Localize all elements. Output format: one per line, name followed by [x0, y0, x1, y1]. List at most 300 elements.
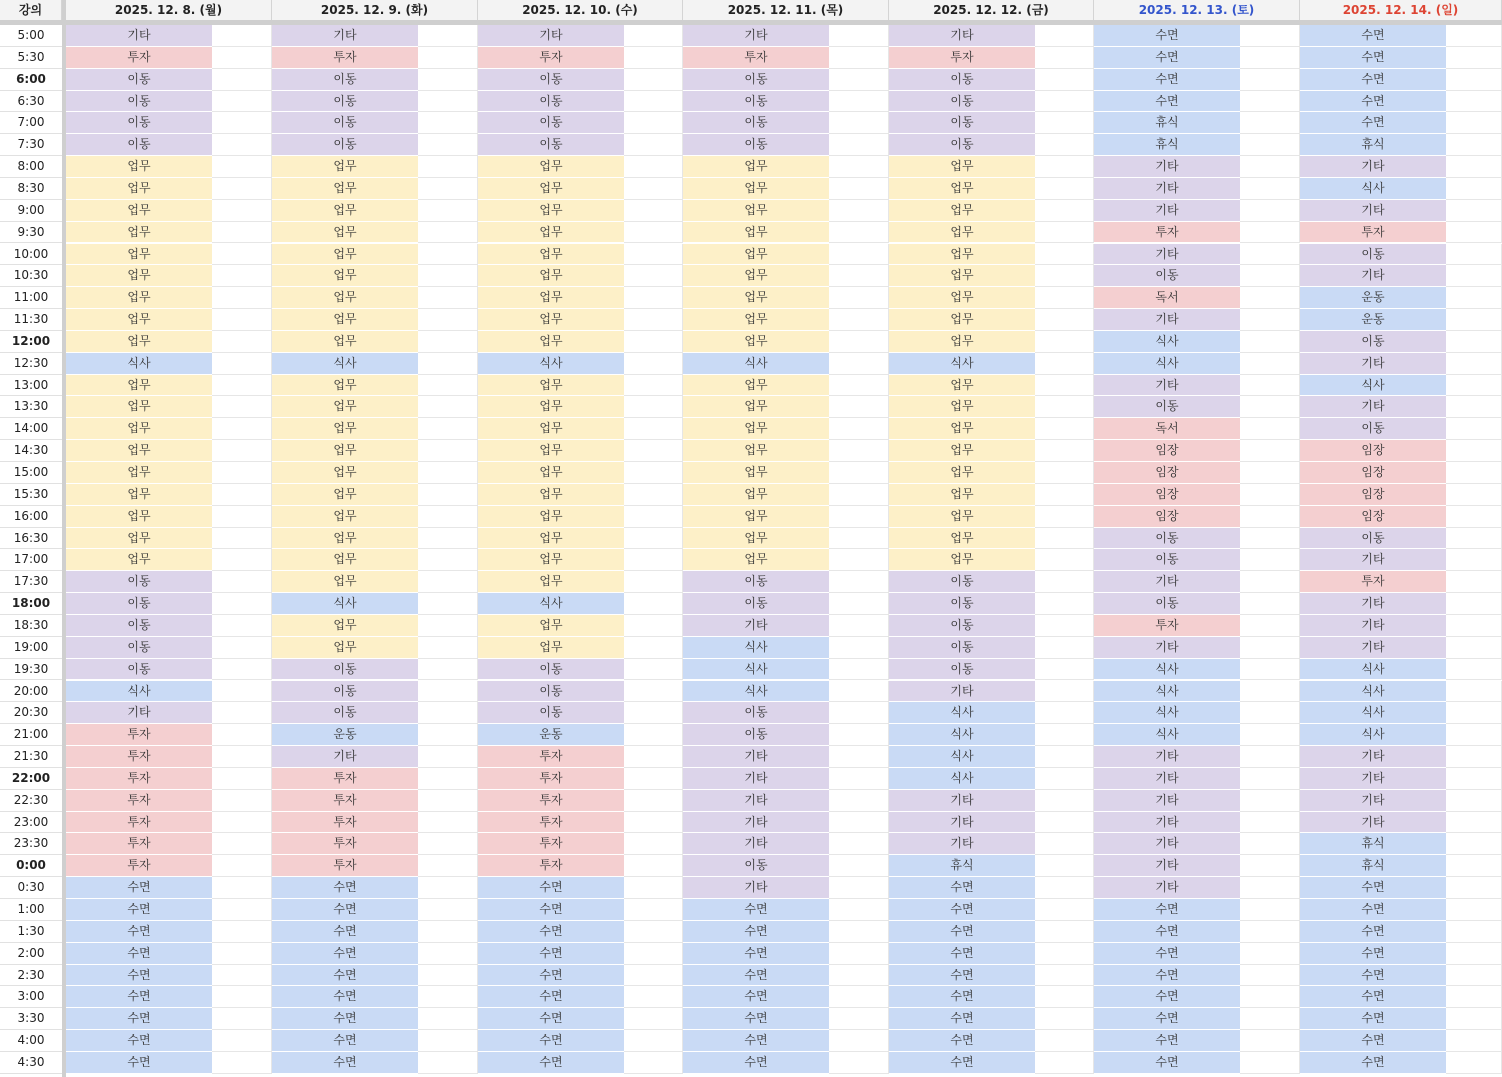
- empty-cell[interactable]: [829, 746, 889, 768]
- empty-cell[interactable]: [212, 353, 272, 375]
- schedule-cell-sat[interactable]: 수면: [1094, 69, 1240, 91]
- empty-cell[interactable]: [624, 681, 683, 703]
- schedule-cell-fri[interactable]: 이동: [889, 69, 1035, 91]
- corner-header[interactable]: 강의: [0, 0, 62, 20]
- empty-cell[interactable]: [1035, 571, 1094, 593]
- schedule-cell-wed[interactable]: 이동: [478, 112, 624, 134]
- empty-cell[interactable]: [1446, 659, 1502, 681]
- schedule-cell-fri[interactable]: 업무: [889, 506, 1035, 528]
- empty-cell[interactable]: [1240, 921, 1300, 943]
- time-label[interactable]: 22:00: [0, 768, 62, 790]
- schedule-cell-fri[interactable]: 업무: [889, 244, 1035, 266]
- time-label[interactable]: 10:00: [0, 244, 62, 266]
- time-label[interactable]: 4:00: [0, 1030, 62, 1052]
- schedule-cell-tue[interactable]: 수면: [272, 899, 418, 921]
- schedule-cell-sat[interactable]: 임장: [1094, 506, 1240, 528]
- schedule-cell-sun[interactable]: 수면: [1300, 1008, 1446, 1030]
- empty-cell[interactable]: [1446, 25, 1502, 47]
- empty-cell[interactable]: [624, 724, 683, 746]
- empty-cell[interactable]: [212, 746, 272, 768]
- schedule-cell-wed[interactable]: 업무: [478, 484, 624, 506]
- empty-cell[interactable]: [418, 506, 478, 528]
- schedule-cell-sun[interactable]: 기타: [1300, 593, 1446, 615]
- schedule-cell-sun[interactable]: 기타: [1300, 156, 1446, 178]
- empty-cell[interactable]: [1446, 593, 1502, 615]
- schedule-cell-sun[interactable]: 기타: [1300, 265, 1446, 287]
- schedule-cell-sun[interactable]: 수면: [1300, 943, 1446, 965]
- schedule-cell-tue[interactable]: 투자: [272, 812, 418, 834]
- schedule-cell-tue[interactable]: 업무: [272, 244, 418, 266]
- empty-cell[interactable]: [1446, 396, 1502, 418]
- empty-cell[interactable]: [624, 702, 683, 724]
- schedule-cell-wed[interactable]: 업무: [478, 571, 624, 593]
- schedule-cell-tue[interactable]: 이동: [272, 91, 418, 113]
- schedule-cell-tue[interactable]: 업무: [272, 418, 418, 440]
- schedule-cell-thu[interactable]: 기타: [683, 812, 829, 834]
- empty-cell[interactable]: [212, 156, 272, 178]
- empty-cell[interactable]: [1240, 375, 1300, 397]
- schedule-cell-sat[interactable]: 식사: [1094, 353, 1240, 375]
- empty-cell[interactable]: [418, 812, 478, 834]
- empty-cell[interactable]: [829, 943, 889, 965]
- day-header-sun[interactable]: 2025. 12. 14. (일): [1300, 0, 1502, 20]
- schedule-cell-thu[interactable]: 수면: [683, 1030, 829, 1052]
- empty-cell[interactable]: [1035, 746, 1094, 768]
- empty-cell[interactable]: [212, 309, 272, 331]
- schedule-cell-tue[interactable]: 이동: [272, 702, 418, 724]
- schedule-cell-tue[interactable]: 투자: [272, 768, 418, 790]
- empty-cell[interactable]: [829, 178, 889, 200]
- empty-cell[interactable]: [624, 178, 683, 200]
- time-label[interactable]: 19:00: [0, 637, 62, 659]
- empty-cell[interactable]: [212, 440, 272, 462]
- time-label[interactable]: 23:30: [0, 833, 62, 855]
- schedule-cell-mon[interactable]: 투자: [66, 768, 212, 790]
- schedule-cell-tue[interactable]: 투자: [272, 47, 418, 69]
- empty-cell[interactable]: [418, 244, 478, 266]
- empty-cell[interactable]: [1446, 986, 1502, 1008]
- empty-cell[interactable]: [829, 986, 889, 1008]
- empty-cell[interactable]: [212, 331, 272, 353]
- schedule-cell-mon[interactable]: 투자: [66, 746, 212, 768]
- empty-cell[interactable]: [212, 790, 272, 812]
- time-label[interactable]: 7:00: [0, 112, 62, 134]
- empty-cell[interactable]: [1240, 69, 1300, 91]
- schedule-cell-wed[interactable]: 수면: [478, 877, 624, 899]
- schedule-cell-tue[interactable]: 업무: [272, 222, 418, 244]
- empty-cell[interactable]: [212, 571, 272, 593]
- empty-cell[interactable]: [1446, 353, 1502, 375]
- time-label[interactable]: 14:30: [0, 440, 62, 462]
- time-label[interactable]: 2:00: [0, 943, 62, 965]
- empty-cell[interactable]: [1035, 549, 1094, 571]
- empty-cell[interactable]: [418, 418, 478, 440]
- schedule-cell-tue[interactable]: 기타: [272, 25, 418, 47]
- schedule-cell-mon[interactable]: 수면: [66, 1008, 212, 1030]
- time-label[interactable]: 18:00: [0, 593, 62, 615]
- empty-cell[interactable]: [829, 528, 889, 550]
- schedule-cell-thu[interactable]: 이동: [683, 112, 829, 134]
- empty-cell[interactable]: [829, 855, 889, 877]
- schedule-cell-wed[interactable]: 수면: [478, 943, 624, 965]
- empty-cell[interactable]: [829, 222, 889, 244]
- time-label[interactable]: 23:00: [0, 812, 62, 834]
- empty-cell[interactable]: [418, 768, 478, 790]
- empty-cell[interactable]: [1035, 440, 1094, 462]
- empty-cell[interactable]: [418, 222, 478, 244]
- schedule-cell-wed[interactable]: 업무: [478, 528, 624, 550]
- empty-cell[interactable]: [418, 528, 478, 550]
- schedule-cell-fri[interactable]: 수면: [889, 986, 1035, 1008]
- schedule-cell-fri[interactable]: 기타: [889, 833, 1035, 855]
- empty-cell[interactable]: [829, 921, 889, 943]
- schedule-cell-mon[interactable]: 이동: [66, 112, 212, 134]
- empty-cell[interactable]: [418, 833, 478, 855]
- schedule-cell-wed[interactable]: 업무: [478, 331, 624, 353]
- schedule-cell-fri[interactable]: 업무: [889, 375, 1035, 397]
- empty-cell[interactable]: [418, 265, 478, 287]
- empty-cell[interactable]: [624, 833, 683, 855]
- empty-cell[interactable]: [624, 91, 683, 113]
- schedule-cell-tue[interactable]: 업무: [272, 462, 418, 484]
- empty-cell[interactable]: [829, 418, 889, 440]
- schedule-cell-mon[interactable]: 기타: [66, 702, 212, 724]
- empty-cell[interactable]: [212, 1030, 272, 1052]
- empty-cell[interactable]: [829, 615, 889, 637]
- schedule-cell-mon[interactable]: 업무: [66, 331, 212, 353]
- time-label[interactable]: 20:00: [0, 681, 62, 703]
- schedule-cell-sat[interactable]: 이동: [1094, 396, 1240, 418]
- empty-cell[interactable]: [1240, 681, 1300, 703]
- schedule-cell-sun[interactable]: 운동: [1300, 309, 1446, 331]
- empty-cell[interactable]: [212, 396, 272, 418]
- empty-cell[interactable]: [829, 899, 889, 921]
- schedule-cell-mon[interactable]: 이동: [66, 637, 212, 659]
- schedule-cell-wed[interactable]: 업무: [478, 156, 624, 178]
- schedule-cell-sat[interactable]: 임장: [1094, 462, 1240, 484]
- schedule-cell-fri[interactable]: 업무: [889, 549, 1035, 571]
- schedule-cell-wed[interactable]: 업무: [478, 637, 624, 659]
- empty-cell[interactable]: [1240, 1052, 1300, 1074]
- empty-cell[interactable]: [1240, 331, 1300, 353]
- empty-cell[interactable]: [624, 790, 683, 812]
- empty-cell[interactable]: [1035, 615, 1094, 637]
- schedule-cell-sun[interactable]: 식사: [1300, 178, 1446, 200]
- schedule-cell-thu[interactable]: 이동: [683, 91, 829, 113]
- schedule-cell-wed[interactable]: 수면: [478, 986, 624, 1008]
- empty-cell[interactable]: [418, 287, 478, 309]
- schedule-cell-sat[interactable]: 휴식: [1094, 112, 1240, 134]
- time-label[interactable]: 19:30: [0, 659, 62, 681]
- empty-cell[interactable]: [1035, 200, 1094, 222]
- schedule-cell-thu[interactable]: 기타: [683, 833, 829, 855]
- empty-cell[interactable]: [829, 637, 889, 659]
- schedule-cell-thu[interactable]: 업무: [683, 178, 829, 200]
- empty-cell[interactable]: [418, 396, 478, 418]
- empty-cell[interactable]: [418, 877, 478, 899]
- schedule-cell-mon[interactable]: 업무: [66, 528, 212, 550]
- schedule-cell-sun[interactable]: 이동: [1300, 418, 1446, 440]
- empty-cell[interactable]: [624, 156, 683, 178]
- schedule-cell-sat[interactable]: 수면: [1094, 986, 1240, 1008]
- schedule-cell-thu[interactable]: 기타: [683, 25, 829, 47]
- schedule-cell-fri[interactable]: 업무: [889, 484, 1035, 506]
- schedule-cell-sat[interactable]: 독서: [1094, 287, 1240, 309]
- empty-cell[interactable]: [418, 112, 478, 134]
- schedule-cell-tue[interactable]: 업무: [272, 571, 418, 593]
- empty-cell[interactable]: [418, 462, 478, 484]
- schedule-cell-sun[interactable]: 기타: [1300, 812, 1446, 834]
- schedule-cell-wed[interactable]: 이동: [478, 702, 624, 724]
- empty-cell[interactable]: [1446, 681, 1502, 703]
- schedule-cell-fri[interactable]: 업무: [889, 265, 1035, 287]
- empty-cell[interactable]: [1446, 178, 1502, 200]
- time-label[interactable]: 11:30: [0, 309, 62, 331]
- schedule-cell-sun[interactable]: 기타: [1300, 396, 1446, 418]
- empty-cell[interactable]: [1446, 134, 1502, 156]
- empty-cell[interactable]: [624, 353, 683, 375]
- empty-cell[interactable]: [829, 396, 889, 418]
- time-label[interactable]: 14:00: [0, 418, 62, 440]
- empty-cell[interactable]: [1035, 1030, 1094, 1052]
- schedule-cell-tue[interactable]: 업무: [272, 615, 418, 637]
- empty-cell[interactable]: [212, 47, 272, 69]
- schedule-cell-sun[interactable]: 수면: [1300, 899, 1446, 921]
- schedule-cell-sun[interactable]: 운동: [1300, 287, 1446, 309]
- empty-cell[interactable]: [1446, 833, 1502, 855]
- empty-cell[interactable]: [418, 746, 478, 768]
- empty-cell[interactable]: [1240, 768, 1300, 790]
- empty-cell[interactable]: [1446, 287, 1502, 309]
- schedule-cell-tue[interactable]: 업무: [272, 549, 418, 571]
- empty-cell[interactable]: [624, 309, 683, 331]
- schedule-cell-tue[interactable]: 투자: [272, 855, 418, 877]
- schedule-cell-fri[interactable]: 업무: [889, 396, 1035, 418]
- empty-cell[interactable]: [212, 462, 272, 484]
- empty-cell[interactable]: [829, 1008, 889, 1030]
- schedule-cell-fri[interactable]: 이동: [889, 659, 1035, 681]
- day-header-fri[interactable]: 2025. 12. 12. (금): [889, 0, 1094, 20]
- empty-cell[interactable]: [829, 375, 889, 397]
- empty-cell[interactable]: [1035, 134, 1094, 156]
- empty-cell[interactable]: [1035, 462, 1094, 484]
- schedule-cell-sat[interactable]: 수면: [1094, 25, 1240, 47]
- schedule-cell-wed[interactable]: 업무: [478, 200, 624, 222]
- empty-cell[interactable]: [1035, 375, 1094, 397]
- schedule-cell-sat[interactable]: 기타: [1094, 790, 1240, 812]
- empty-cell[interactable]: [624, 986, 683, 1008]
- schedule-cell-mon[interactable]: 이동: [66, 615, 212, 637]
- empty-cell[interactable]: [624, 659, 683, 681]
- schedule-cell-mon[interactable]: 수면: [66, 899, 212, 921]
- empty-cell[interactable]: [1240, 353, 1300, 375]
- schedule-cell-wed[interactable]: 업무: [478, 549, 624, 571]
- schedule-cell-mon[interactable]: 투자: [66, 724, 212, 746]
- empty-cell[interactable]: [418, 899, 478, 921]
- empty-cell[interactable]: [1035, 69, 1094, 91]
- empty-cell[interactable]: [829, 484, 889, 506]
- schedule-cell-wed[interactable]: 이동: [478, 134, 624, 156]
- empty-cell[interactable]: [829, 877, 889, 899]
- empty-cell[interactable]: [829, 331, 889, 353]
- schedule-cell-mon[interactable]: 수면: [66, 921, 212, 943]
- time-label[interactable]: 16:00: [0, 506, 62, 528]
- empty-cell[interactable]: [418, 331, 478, 353]
- schedule-cell-wed[interactable]: 이동: [478, 681, 624, 703]
- schedule-cell-thu[interactable]: 업무: [683, 331, 829, 353]
- empty-cell[interactable]: [1446, 855, 1502, 877]
- empty-cell[interactable]: [1035, 768, 1094, 790]
- schedule-cell-mon[interactable]: 업무: [66, 222, 212, 244]
- empty-cell[interactable]: [212, 593, 272, 615]
- schedule-cell-fri[interactable]: 기타: [889, 681, 1035, 703]
- schedule-cell-sat[interactable]: 기타: [1094, 833, 1240, 855]
- schedule-cell-tue[interactable]: 업무: [272, 637, 418, 659]
- empty-cell[interactable]: [1240, 178, 1300, 200]
- schedule-cell-mon[interactable]: 업무: [66, 178, 212, 200]
- schedule-cell-tue[interactable]: 업무: [272, 309, 418, 331]
- time-label[interactable]: 13:30: [0, 396, 62, 418]
- schedule-cell-fri[interactable]: 수면: [889, 1052, 1035, 1074]
- schedule-cell-tue[interactable]: 수면: [272, 943, 418, 965]
- schedule-cell-mon[interactable]: 기타: [66, 25, 212, 47]
- empty-cell[interactable]: [212, 1008, 272, 1030]
- schedule-cell-sun[interactable]: 기타: [1300, 353, 1446, 375]
- empty-cell[interactable]: [1446, 965, 1502, 987]
- schedule-cell-thu[interactable]: 기타: [683, 746, 829, 768]
- time-label[interactable]: 9:00: [0, 200, 62, 222]
- empty-cell[interactable]: [418, 484, 478, 506]
- schedule-cell-fri[interactable]: 이동: [889, 571, 1035, 593]
- empty-cell[interactable]: [1035, 222, 1094, 244]
- time-label[interactable]: 20:30: [0, 702, 62, 724]
- empty-cell[interactable]: [1035, 965, 1094, 987]
- empty-cell[interactable]: [1035, 331, 1094, 353]
- schedule-cell-sat[interactable]: 임장: [1094, 484, 1240, 506]
- schedule-cell-thu[interactable]: 이동: [683, 593, 829, 615]
- empty-cell[interactable]: [1446, 746, 1502, 768]
- schedule-cell-fri[interactable]: 업무: [889, 200, 1035, 222]
- empty-cell[interactable]: [624, 440, 683, 462]
- schedule-cell-tue[interactable]: 업무: [272, 375, 418, 397]
- empty-cell[interactable]: [1035, 986, 1094, 1008]
- empty-cell[interactable]: [1240, 637, 1300, 659]
- time-label[interactable]: 3:30: [0, 1008, 62, 1030]
- empty-cell[interactable]: [1446, 615, 1502, 637]
- empty-cell[interactable]: [212, 702, 272, 724]
- empty-cell[interactable]: [1240, 156, 1300, 178]
- schedule-cell-wed[interactable]: 업무: [478, 440, 624, 462]
- empty-cell[interactable]: [1035, 396, 1094, 418]
- empty-cell[interactable]: [624, 396, 683, 418]
- empty-cell[interactable]: [1035, 265, 1094, 287]
- empty-cell[interactable]: [829, 47, 889, 69]
- time-label[interactable]: 0:00: [0, 855, 62, 877]
- empty-cell[interactable]: [418, 134, 478, 156]
- empty-cell[interactable]: [1240, 47, 1300, 69]
- schedule-cell-sun[interactable]: 임장: [1300, 484, 1446, 506]
- schedule-cell-thu[interactable]: 수면: [683, 899, 829, 921]
- schedule-cell-mon[interactable]: 수면: [66, 877, 212, 899]
- schedule-cell-sat[interactable]: 식사: [1094, 724, 1240, 746]
- empty-cell[interactable]: [1240, 112, 1300, 134]
- schedule-cell-mon[interactable]: 이동: [66, 91, 212, 113]
- schedule-cell-wed[interactable]: 투자: [478, 768, 624, 790]
- schedule-cell-sat[interactable]: 이동: [1094, 265, 1240, 287]
- schedule-cell-sat[interactable]: 수면: [1094, 91, 1240, 113]
- schedule-cell-thu[interactable]: 업무: [683, 156, 829, 178]
- empty-cell[interactable]: [1240, 812, 1300, 834]
- schedule-cell-sun[interactable]: 수면: [1300, 1030, 1446, 1052]
- schedule-cell-mon[interactable]: 업무: [66, 265, 212, 287]
- empty-cell[interactable]: [829, 440, 889, 462]
- schedule-cell-sun[interactable]: 식사: [1300, 681, 1446, 703]
- schedule-cell-fri[interactable]: 이동: [889, 593, 1035, 615]
- empty-cell[interactable]: [624, 244, 683, 266]
- schedule-cell-sun[interactable]: 수면: [1300, 69, 1446, 91]
- time-label[interactable]: 2:30: [0, 965, 62, 987]
- schedule-cell-fri[interactable]: 업무: [889, 462, 1035, 484]
- time-label[interactable]: 8:30: [0, 178, 62, 200]
- empty-cell[interactable]: [1035, 921, 1094, 943]
- schedule-cell-wed[interactable]: 운동: [478, 724, 624, 746]
- schedule-cell-sat[interactable]: 기타: [1094, 309, 1240, 331]
- empty-cell[interactable]: [418, 178, 478, 200]
- empty-cell[interactable]: [1035, 812, 1094, 834]
- schedule-cell-sat[interactable]: 식사: [1094, 331, 1240, 353]
- empty-cell[interactable]: [624, 222, 683, 244]
- empty-cell[interactable]: [418, 593, 478, 615]
- empty-cell[interactable]: [624, 462, 683, 484]
- schedule-cell-mon[interactable]: 업무: [66, 156, 212, 178]
- empty-cell[interactable]: [1446, 375, 1502, 397]
- schedule-cell-thu[interactable]: 식사: [683, 353, 829, 375]
- empty-cell[interactable]: [418, 375, 478, 397]
- schedule-cell-sat[interactable]: 수면: [1094, 899, 1240, 921]
- empty-cell[interactable]: [1035, 899, 1094, 921]
- schedule-cell-thu[interactable]: 이동: [683, 69, 829, 91]
- day-header-tue[interactable]: 2025. 12. 9. (화): [272, 0, 478, 20]
- schedule-cell-thu[interactable]: 이동: [683, 134, 829, 156]
- schedule-cell-sun[interactable]: 기타: [1300, 615, 1446, 637]
- schedule-cell-wed[interactable]: 업무: [478, 222, 624, 244]
- empty-cell[interactable]: [418, 921, 478, 943]
- schedule-cell-wed[interactable]: 업무: [478, 375, 624, 397]
- empty-cell[interactable]: [1035, 484, 1094, 506]
- schedule-cell-wed[interactable]: 투자: [478, 746, 624, 768]
- schedule-cell-sun[interactable]: 임장: [1300, 462, 1446, 484]
- time-label[interactable]: 7:30: [0, 134, 62, 156]
- schedule-cell-mon[interactable]: 업무: [66, 396, 212, 418]
- empty-cell[interactable]: [418, 986, 478, 1008]
- schedule-cell-sun[interactable]: 이동: [1300, 528, 1446, 550]
- schedule-cell-sat[interactable]: 투자: [1094, 615, 1240, 637]
- empty-cell[interactable]: [1240, 1008, 1300, 1030]
- schedule-cell-fri[interactable]: 기타: [889, 812, 1035, 834]
- empty-cell[interactable]: [212, 200, 272, 222]
- empty-cell[interactable]: [1240, 724, 1300, 746]
- schedule-cell-wed[interactable]: 업무: [478, 244, 624, 266]
- empty-cell[interactable]: [1446, 571, 1502, 593]
- empty-cell[interactable]: [829, 1052, 889, 1074]
- schedule-cell-wed[interactable]: 이동: [478, 91, 624, 113]
- empty-cell[interactable]: [829, 681, 889, 703]
- empty-cell[interactable]: [1446, 91, 1502, 113]
- schedule-cell-thu[interactable]: 식사: [683, 659, 829, 681]
- empty-cell[interactable]: [1446, 899, 1502, 921]
- empty-cell[interactable]: [418, 571, 478, 593]
- schedule-cell-sun[interactable]: 수면: [1300, 921, 1446, 943]
